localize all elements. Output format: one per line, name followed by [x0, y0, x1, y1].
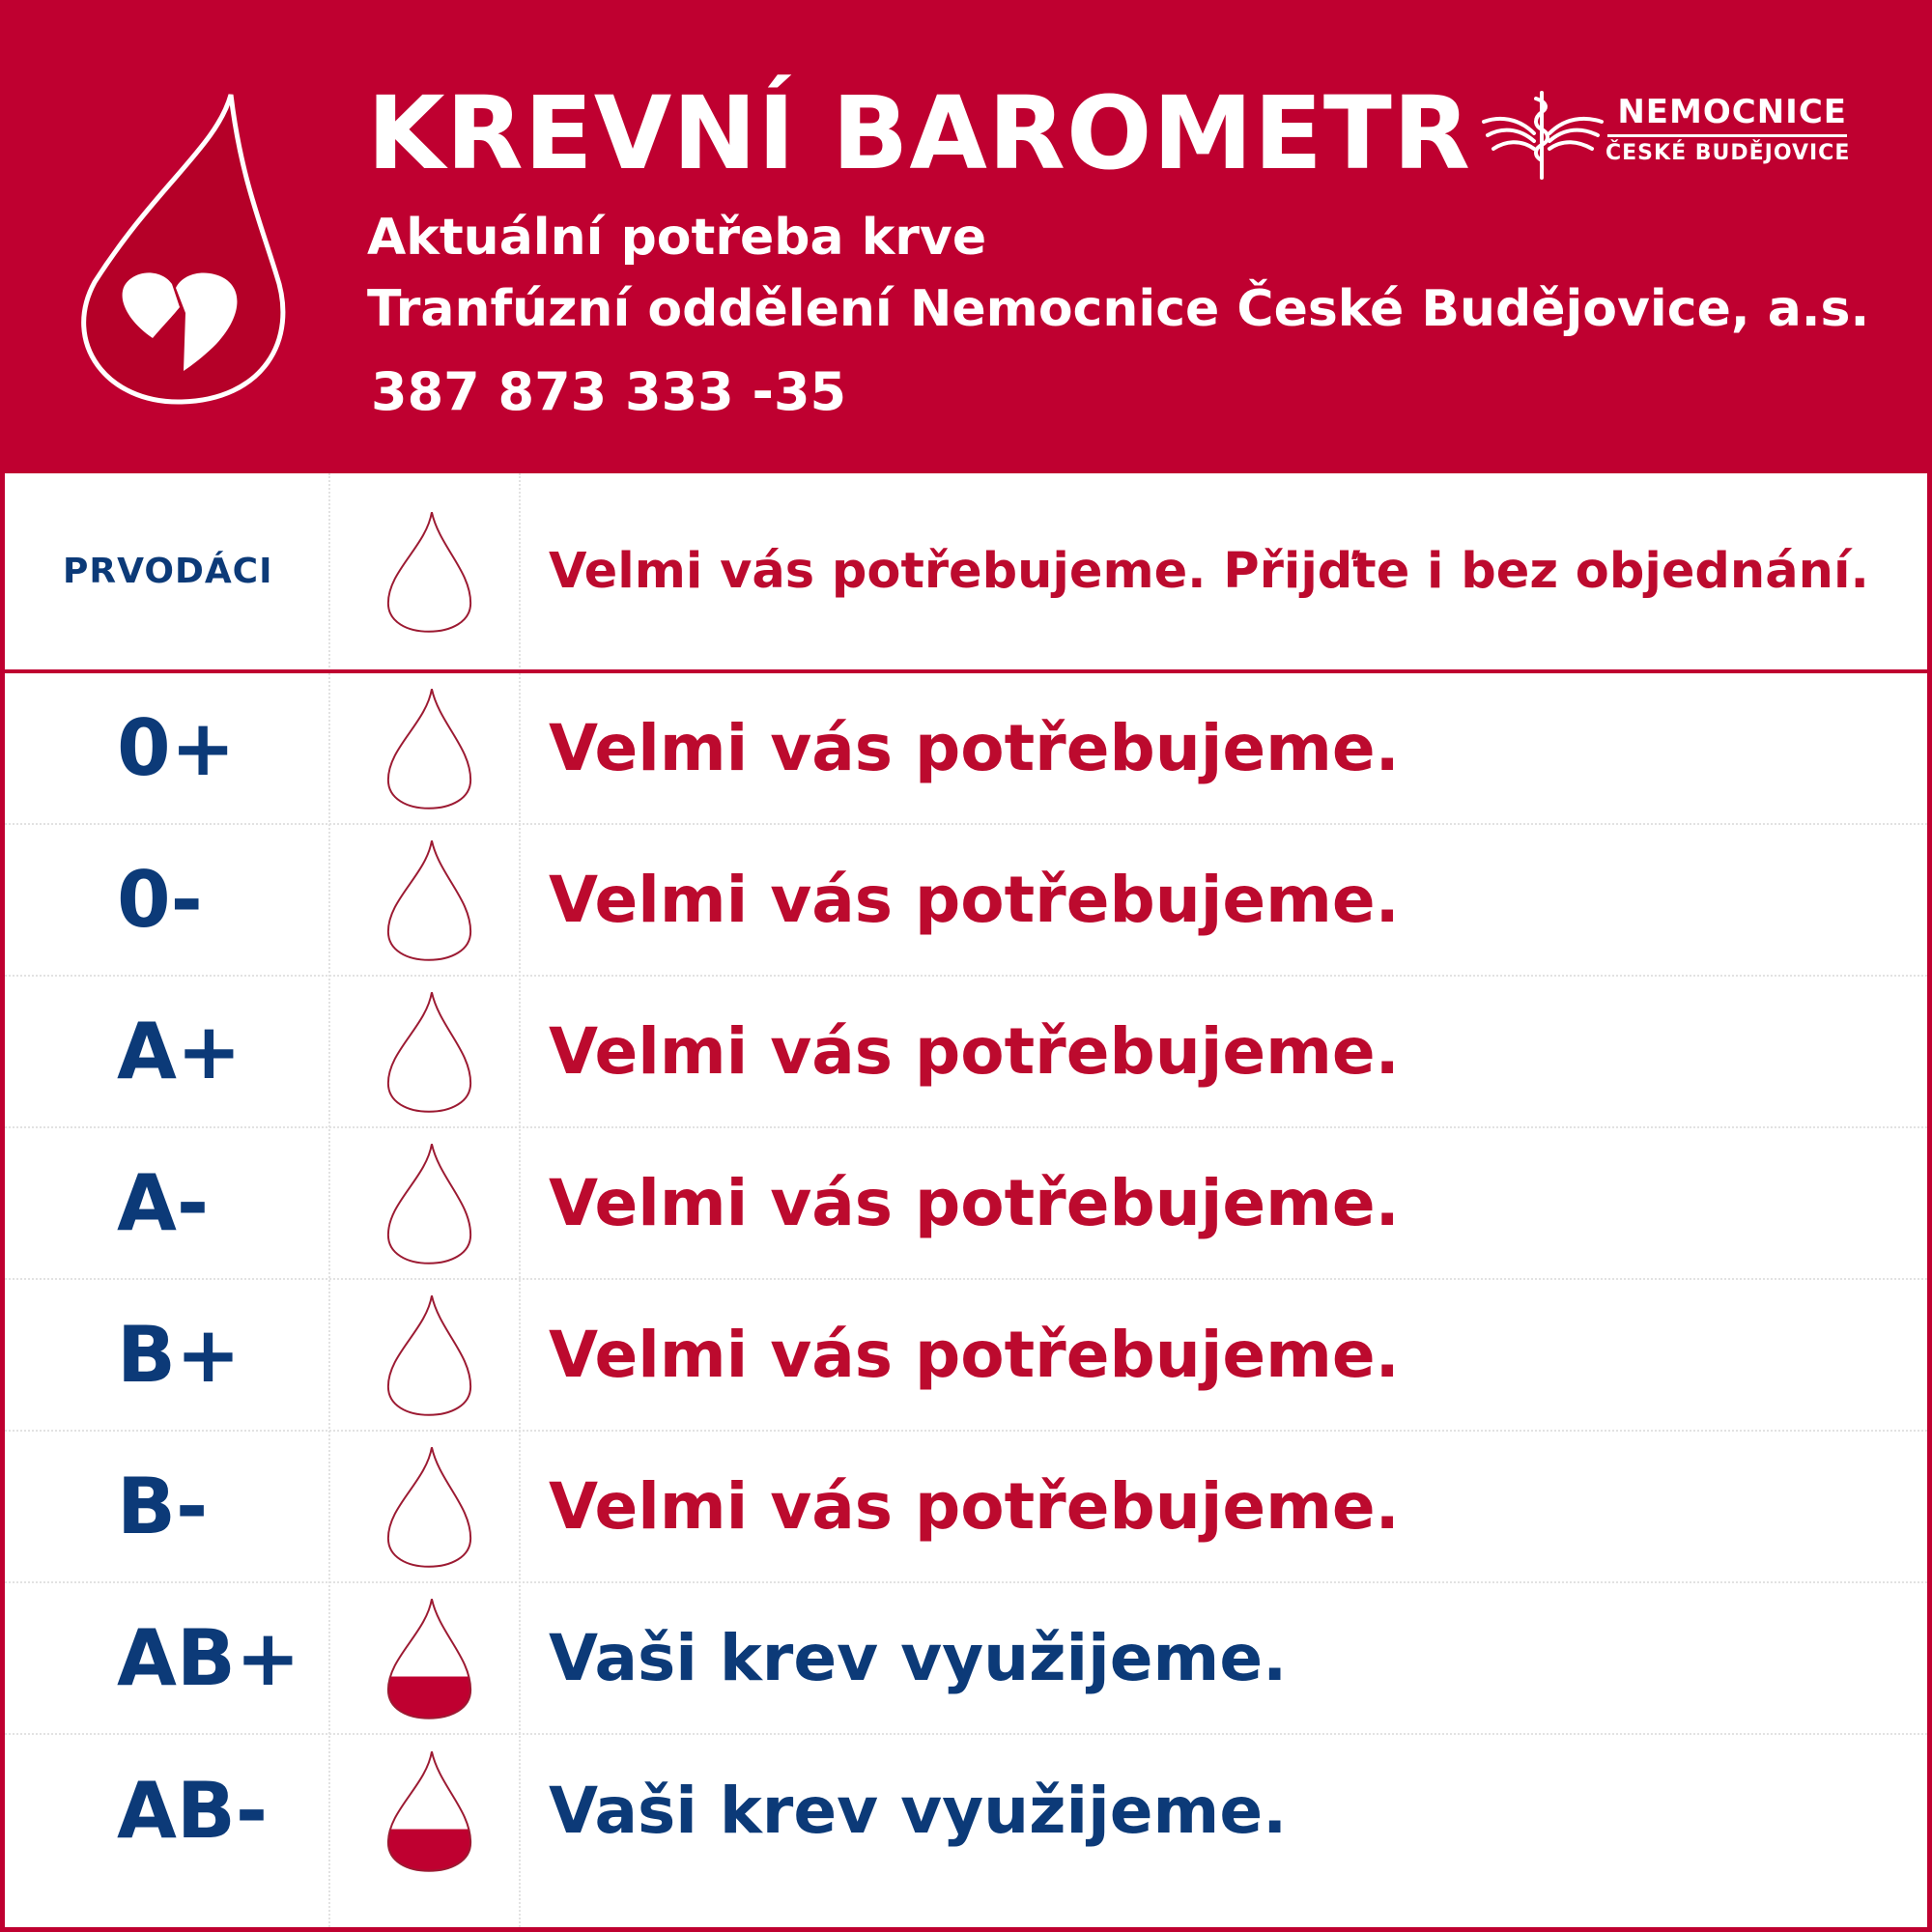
- status-cell: [549, 1432, 1908, 1581]
- status-message: Velmi vás potřebujeme.: [549, 1165, 1400, 1240]
- blood-level-fill: [383, 1829, 477, 1874]
- blood-type-label: B+: [117, 1309, 242, 1400]
- hospital-logo: [1480, 89, 1851, 182]
- blood-type-cell: [5, 673, 328, 823]
- status-cell: [549, 1128, 1908, 1278]
- blood-type-cell: [5, 473, 328, 669]
- level-cell: [377, 1280, 483, 1430]
- table-row: [5, 1735, 1927, 1887]
- blood-level-drop-icon: [383, 1443, 477, 1571]
- status-cell: [549, 1735, 1908, 1887]
- blood-level-drop-icon: [383, 508, 477, 636]
- header-banner: [0, 0, 1932, 473]
- level-cell: [377, 1735, 483, 1887]
- table-row: [5, 1432, 1927, 1583]
- department-name: Tranfúzní oddělení Nemocnice České Budějovice, a.s.: [367, 280, 1870, 338]
- table-row: [5, 673, 1927, 825]
- blood-type-table: [0, 473, 1932, 1932]
- blood-type-label: 0+: [117, 702, 236, 793]
- caduceus-wings-icon: [1480, 89, 1605, 182]
- status-cell: [549, 673, 1908, 823]
- status-cell: [549, 1280, 1908, 1430]
- blood-type-label: AB+: [117, 1612, 300, 1703]
- level-cell: [377, 1432, 483, 1581]
- blood-level-fill: [383, 1676, 477, 1721]
- level-cell: [377, 1583, 483, 1733]
- blood-level-drop-icon: [383, 1595, 477, 1722]
- blood-level-drop-icon: [383, 988, 477, 1116]
- table-row: [5, 1128, 1927, 1280]
- level-cell: [377, 977, 483, 1126]
- blood-type-cell: [5, 1583, 328, 1733]
- status-message: Vaši krev využijeme.: [549, 1773, 1288, 1848]
- blood-type-cell: [5, 1128, 328, 1278]
- level-cell: [377, 1128, 483, 1278]
- subtitle: Aktuální potřeba krve: [367, 209, 987, 267]
- status-cell: [549, 1583, 1908, 1733]
- blood-type-label: A-: [117, 1157, 210, 1248]
- blood-type-cell: [5, 825, 328, 975]
- status-message: Velmi vás potřebujeme.: [549, 710, 1400, 785]
- hospital-name: NEMOCNICE: [1617, 93, 1847, 131]
- page-title: KREVNÍ BAROMETR: [367, 74, 1471, 192]
- blood-type-label: B-: [117, 1461, 209, 1551]
- status-message: Velmi vás potřebujeme. Přijďte i bez objednání.: [549, 542, 1869, 600]
- status-message: Velmi vás potřebujeme.: [549, 1013, 1400, 1089]
- status-cell: [549, 473, 1908, 669]
- level-cell: [377, 473, 483, 669]
- blood-type-cell: [5, 1280, 328, 1430]
- blood-type-label: 0-: [117, 854, 203, 945]
- table-row: [5, 825, 1927, 977]
- hospital-logo-divider: [1607, 134, 1847, 137]
- blood-type-cell: [5, 1735, 328, 1887]
- table-row: [5, 977, 1927, 1128]
- blood-type-label: PRVODÁCI: [63, 551, 273, 591]
- table-row: [5, 1280, 1927, 1432]
- blood-level-drop-icon: [383, 685, 477, 812]
- blood-level-drop-icon: [383, 837, 477, 964]
- blood-type-cell: [5, 1432, 328, 1581]
- status-message: Vaši krev využijeme.: [549, 1620, 1288, 1695]
- status-message: Velmi vás potřebujeme.: [549, 862, 1400, 937]
- blood-type-label: A+: [117, 1006, 242, 1096]
- hospital-city: ČESKÉ BUDĚJOVICE: [1605, 141, 1851, 165]
- phone-number: 387 873 333 -35: [371, 361, 847, 422]
- status-message: Velmi vás potřebujeme.: [549, 1317, 1400, 1392]
- blood-type-cell: [5, 977, 328, 1126]
- table-row: [5, 1583, 1927, 1735]
- status-message: Velmi vás potřebujeme.: [549, 1468, 1400, 1544]
- level-cell: [377, 673, 483, 823]
- blood-level-drop-icon: [383, 1140, 477, 1267]
- status-cell: [549, 977, 1908, 1126]
- blood-level-drop-icon: [383, 1292, 477, 1419]
- blood-drop-heart-logo-icon: [71, 89, 303, 408]
- status-cell: [549, 825, 1908, 975]
- blood-type-label: AB-: [117, 1765, 269, 1856]
- level-cell: [377, 825, 483, 975]
- blood-level-drop-icon: [383, 1747, 477, 1875]
- table-header-row: [5, 473, 1927, 673]
